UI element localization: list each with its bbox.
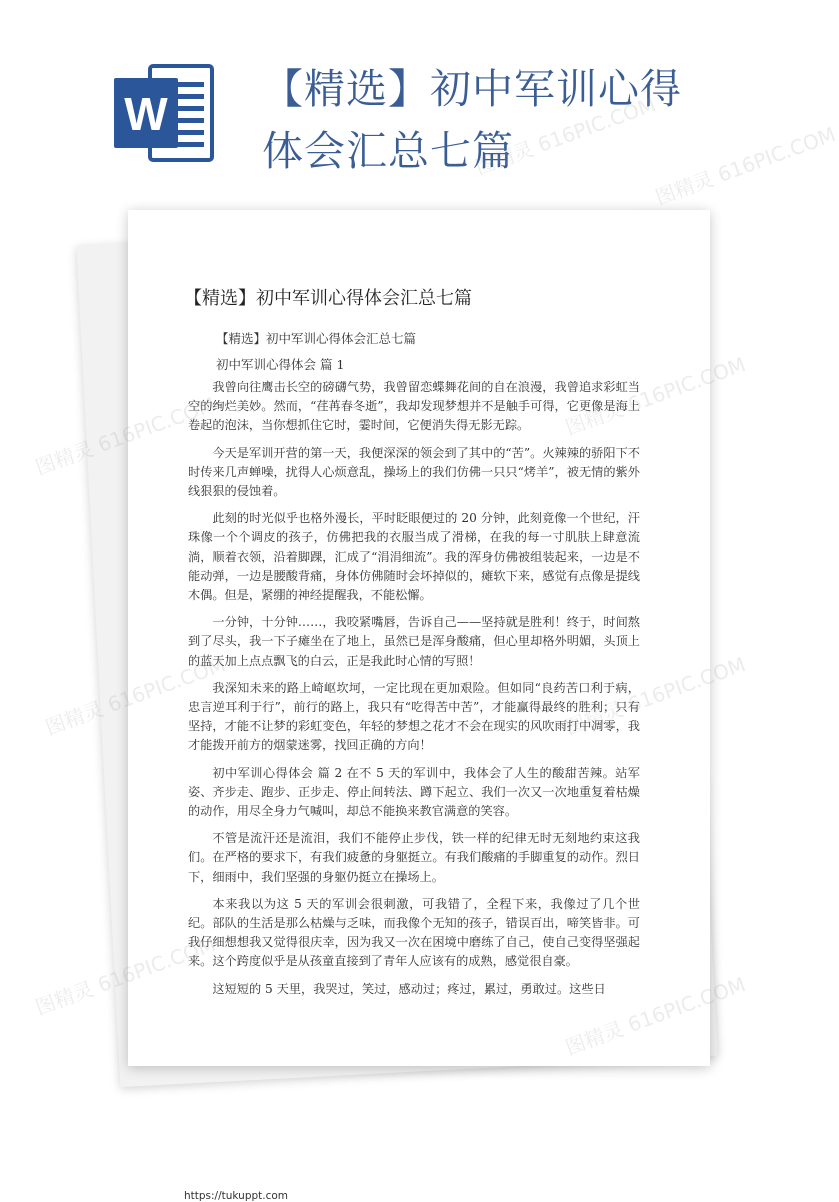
word-logo-icon (110, 58, 218, 168)
watermark: 图精灵 (32, 436, 97, 480)
paragraph: 不管是流汗还是流泪，我们不能停止步伐，铁一样的纪律无时无刻地约束这我们。在严格的要求下，有我们疲惫的身躯挺立。有我们酸痛的手脚重复的动作。烈日下，细雨中，我们坚强的身躯仍挺立在操场上。 (188, 831, 640, 884)
paragraph: 初中军训心得体会 篇 2 在不 5 天的军训中，我体会了人生的酸甜苦辣。站军姿、齐步走、跑步、正步走、停止间转法、蹲下起立、我们一次又一次地重复着枯燥的动作，用尽全身力气喊叫，却总不能换来教官满意的笑容。 (188, 765, 640, 819)
document-subtitle: 【精选】初中军训心得体会汇总七篇 (216, 331, 417, 346)
word-logo-letter: W (124, 88, 168, 140)
header-title-line1: 【精选】初中军训心得 (262, 65, 682, 113)
paragraph: 我曾向往鹰击长空的磅礴气势，我曾留恋蝶舞花间的自在浪漫，我曾追求彩虹当空的绚烂美妙。然而，“荏苒春冬逝”，我却发现梦想并不是触手可得，它更像是海上卷起的泡沫，当你想抓住它时，霎时间，它便消失得无影无踪。 (188, 380, 640, 433)
document-page (128, 210, 710, 1202)
document-body (188, 378, 640, 1007)
section-heading: 初中军训心得体会 篇 1 (216, 357, 345, 372)
watermark: 图精灵 616PIC.COM (472, 92, 659, 180)
header-title-line2: 体会汇总七篇 (262, 127, 514, 175)
paragraph: 我深知未来的路上崎岖坎坷，一定比现在更加艰险。但如同“良药苦口利于病，忠言逆耳利于行”，前行的路上，我只有“吃得苦中苦”，才能赢得最终的胜利；只有坚持，才能不让梦的彩虹变色，年轻的梦想之花才不会在现实的风吹雨打中凋零，我才能拨开前方的烟蒙迷雾，找回正确的方向！ (188, 680, 640, 753)
watermark: 图精灵 616PIC.COM (652, 122, 839, 210)
watermark: 图精灵 (42, 696, 107, 740)
paragraph: 一分钟，十分钟……，我咬紧嘴唇，告诉自己——坚持就是胜利！终于，时间熬到了尽头，我一下子瘫坐在了地上，虽然已是浑身酸痛，但心里却格外明媚，头顶上的蓝天加上点点飘飞的白云，正是我此时心情的写照！ (188, 615, 640, 668)
document-title: 【精选】初中军训心得体会汇总七篇 (184, 288, 472, 309)
paragraph: 这短短的 5 天里，我哭过，笑过，感动过；疼过，累过，勇敢过。这些日 (212, 981, 606, 996)
paragraph: 本来我以为这 5 天的军训会很刺激，可我错了，全程下来，我像过了几个世纪。部队的生活是那么枯燥与乏味，而我像个无知的孩子，错误百出，啼笑皆非。可我仔细想想我又觉得很庆幸，因为我又一次在困境中磨练了自己，使自己变得坚强起来。这个跨度似乎是从孩童直接到了青年人应该有的成熟，感觉很自豪。 (188, 896, 640, 969)
footer-url: https://tukuppt.com (184, 1190, 289, 1202)
watermark: 图精灵 (32, 976, 97, 1020)
paragraph: 此刻的时光似乎也格外漫长，平时眨眼便过的 20 分钟，此刻竟像一个世纪，汗珠像一个个调皮的孩子，仿佛把我的衣服当成了滑梯，在我的每一寸肌肤上肆意流淌，顺着衣领，沿着脚踝，汇成了“涓涓细流”。我的浑身仿佛被组装起来，一边是不能动弹，一边是腰酸背痛，身体仿佛随时会坏掉似的，瘫软下来，感觉有点像是提线木偶。但是，紧绷的神经提醒我，不能松懈。 (188, 511, 640, 603)
header-title (262, 58, 792, 182)
paragraph: 今天是军训开营的第一天，我便深深的领会到了其中的“苦”。火辣辣的骄阳下不时传来几声蝉噪，扰得人心烦意乱，操场上的我们仿佛一只只“烤羊”，被无情的紫外线狠狠的侵蚀着。 (188, 445, 640, 499)
